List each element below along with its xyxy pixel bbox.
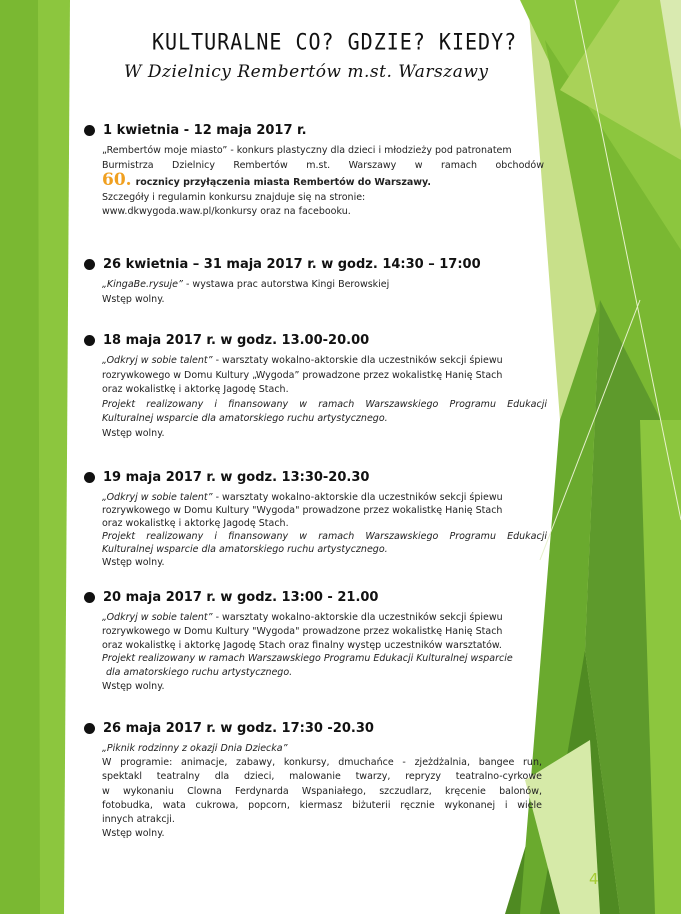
event-text: - warsztaty wokalno-aktorskie dla uczestników sekcji śpiewu: [212, 355, 503, 366]
event-4: [84, 470, 554, 569]
anniversary-number: 60.: [102, 170, 132, 191]
header-title: KULTURALNE CO? GDZIE? KIEDY?: [152, 28, 518, 56]
event-text: - wystawa prac autorstwa Kingi Berowskiej: [182, 279, 390, 290]
event-date: 26 maja 2017 r. w godz. 17:30 -20.30: [103, 721, 374, 736]
event-date: 19 maja 2017 r. w godz. 13:30-20.30: [103, 470, 370, 485]
event-title: „Odkryj w sobie talent”: [102, 492, 213, 503]
bullet-icon: [84, 592, 95, 603]
event-text: rozrywkowego w Domu Kultury „Wygoda” prowadzone przez wokalistkę Hanię Stach: [102, 369, 503, 381]
event-text: rozrywkowego w Domu Kultury "Wygoda" prowadzone przez wokalistkę Hanię Stach: [102, 505, 503, 516]
event-3: [84, 333, 554, 442]
event-text: oraz wokalistkę i aktorkę Jagodę Stach.: [102, 384, 289, 396]
event-text: Projekt realizowany i finansowany w ramach Warszawskiego Programu Edukacji: [102, 531, 547, 542]
bullet-icon: [84, 259, 95, 270]
bullet-icon: [84, 723, 95, 734]
event-text: dla amatorskiego ruchu artystycznego.: [106, 667, 293, 679]
event-text: Wstęp wolny.: [102, 828, 165, 840]
bullet-icon: [84, 335, 95, 346]
event-date: 20 maja 2017 r. w godz. 13:00 - 21.00: [103, 590, 379, 605]
event-6: [84, 721, 554, 841]
website-link[interactable]: www.dkwygoda.waw.pl/konkursy oraz na facebooku.: [102, 206, 351, 218]
event-title: „Odkryj w sobie talent”: [102, 612, 213, 623]
event-text: oraz wokalistkę i aktorkę Jagodę Stach oraz finalny występ uczestników warsztatów.: [102, 639, 502, 651]
event-text: Wstęp wolny.: [102, 680, 165, 692]
event-text: Kulturalnej wsparcie dla amatorskiego ruchu artystycznego.: [102, 544, 388, 555]
event-text: Szczegóły i regulamin konkursu znajduje się na stronie:: [102, 191, 366, 203]
event-text: spektakl teatralny dla dzieci, malowanie twarzy, repryzy teatralno-cyrkowe: [102, 771, 542, 783]
event-date: 18 maja 2017 r. w godz. 13.00-20.00: [103, 333, 370, 348]
event-title: „KingaBe.rysuje”: [102, 279, 183, 290]
event-text: innych atrakcji.: [102, 814, 175, 826]
event-text: oraz wokalistkę i aktorkę Jagodę Stach.: [102, 518, 289, 529]
bullet-icon: [84, 125, 95, 136]
event-1: [84, 123, 544, 220]
event-text: Projekt realizowany i finansowany w ramach Warszawskiego Programu Edukacji: [102, 398, 547, 410]
event-text: Kulturalnej wsparcie dla amatorskiego ruchu artystycznego.: [102, 413, 388, 425]
event-text: fotobudka, wata cukrowa, popcorn, kiermasz biżuterii ręcznie wykonanej i wiele: [102, 799, 542, 811]
event-text: - warsztaty wokalno-aktorskie dla uczestników sekcji śpiewu: [212, 492, 503, 503]
event-text: rocznicy przyłączenia miasta Rembertów do Warszawy.: [135, 177, 431, 189]
header-subtitle: W Dzielnicy Rembertów m.st. Warszawy: [124, 62, 489, 82]
event-text: „Rembertów moje miasto” - konkurs plastyczny dla dzieci i młodzieży pod patronatem: [102, 145, 512, 156]
event-text: Wstęp wolny.: [102, 427, 165, 439]
event-date: 26 kwietnia – 31 maja 2017 r. w godz. 14:30 – 17:00: [103, 257, 481, 272]
event-text: Projekt realizowany w ramach Warszawskiego Programu Edukacji Kulturalnej wsparcie: [102, 653, 513, 665]
event-text: - warsztaty wokalno-aktorskie dla uczestników sekcji śpiewu: [212, 612, 503, 623]
event-text: Burmistrza Dzielnicy Rembertów m.st. Warszawy w ramach obchodów: [102, 159, 544, 171]
event-title: „Piknik rodzinny z okazji Dnia Dziecka”: [102, 743, 288, 754]
event-text: rozrywkowego w Domu Kultury "Wygoda" prowadzone przez wokalistkę Hanię Stach: [102, 625, 503, 637]
event-title: „Odkryj w sobie talent”: [102, 355, 213, 366]
event-text: Wstęp wolny.: [102, 557, 165, 568]
event-text: Wstęp wolny.: [102, 293, 165, 305]
event-2: [84, 257, 544, 307]
bullet-icon: [84, 472, 95, 483]
page-number: 4: [589, 870, 599, 888]
event-5: [84, 590, 564, 694]
event-text: W programie: animacje, zabawy, konkursy, dmuchańce - zjeżdżalnia, bangee run,: [102, 757, 542, 769]
event-text: w wykonaniu Clowna Ferdynarda Wspaniałego, szczudlarz, kręcenie balonów,: [102, 785, 542, 797]
event-date: 1 kwietnia - 12 maja 2017 r.: [103, 123, 307, 138]
